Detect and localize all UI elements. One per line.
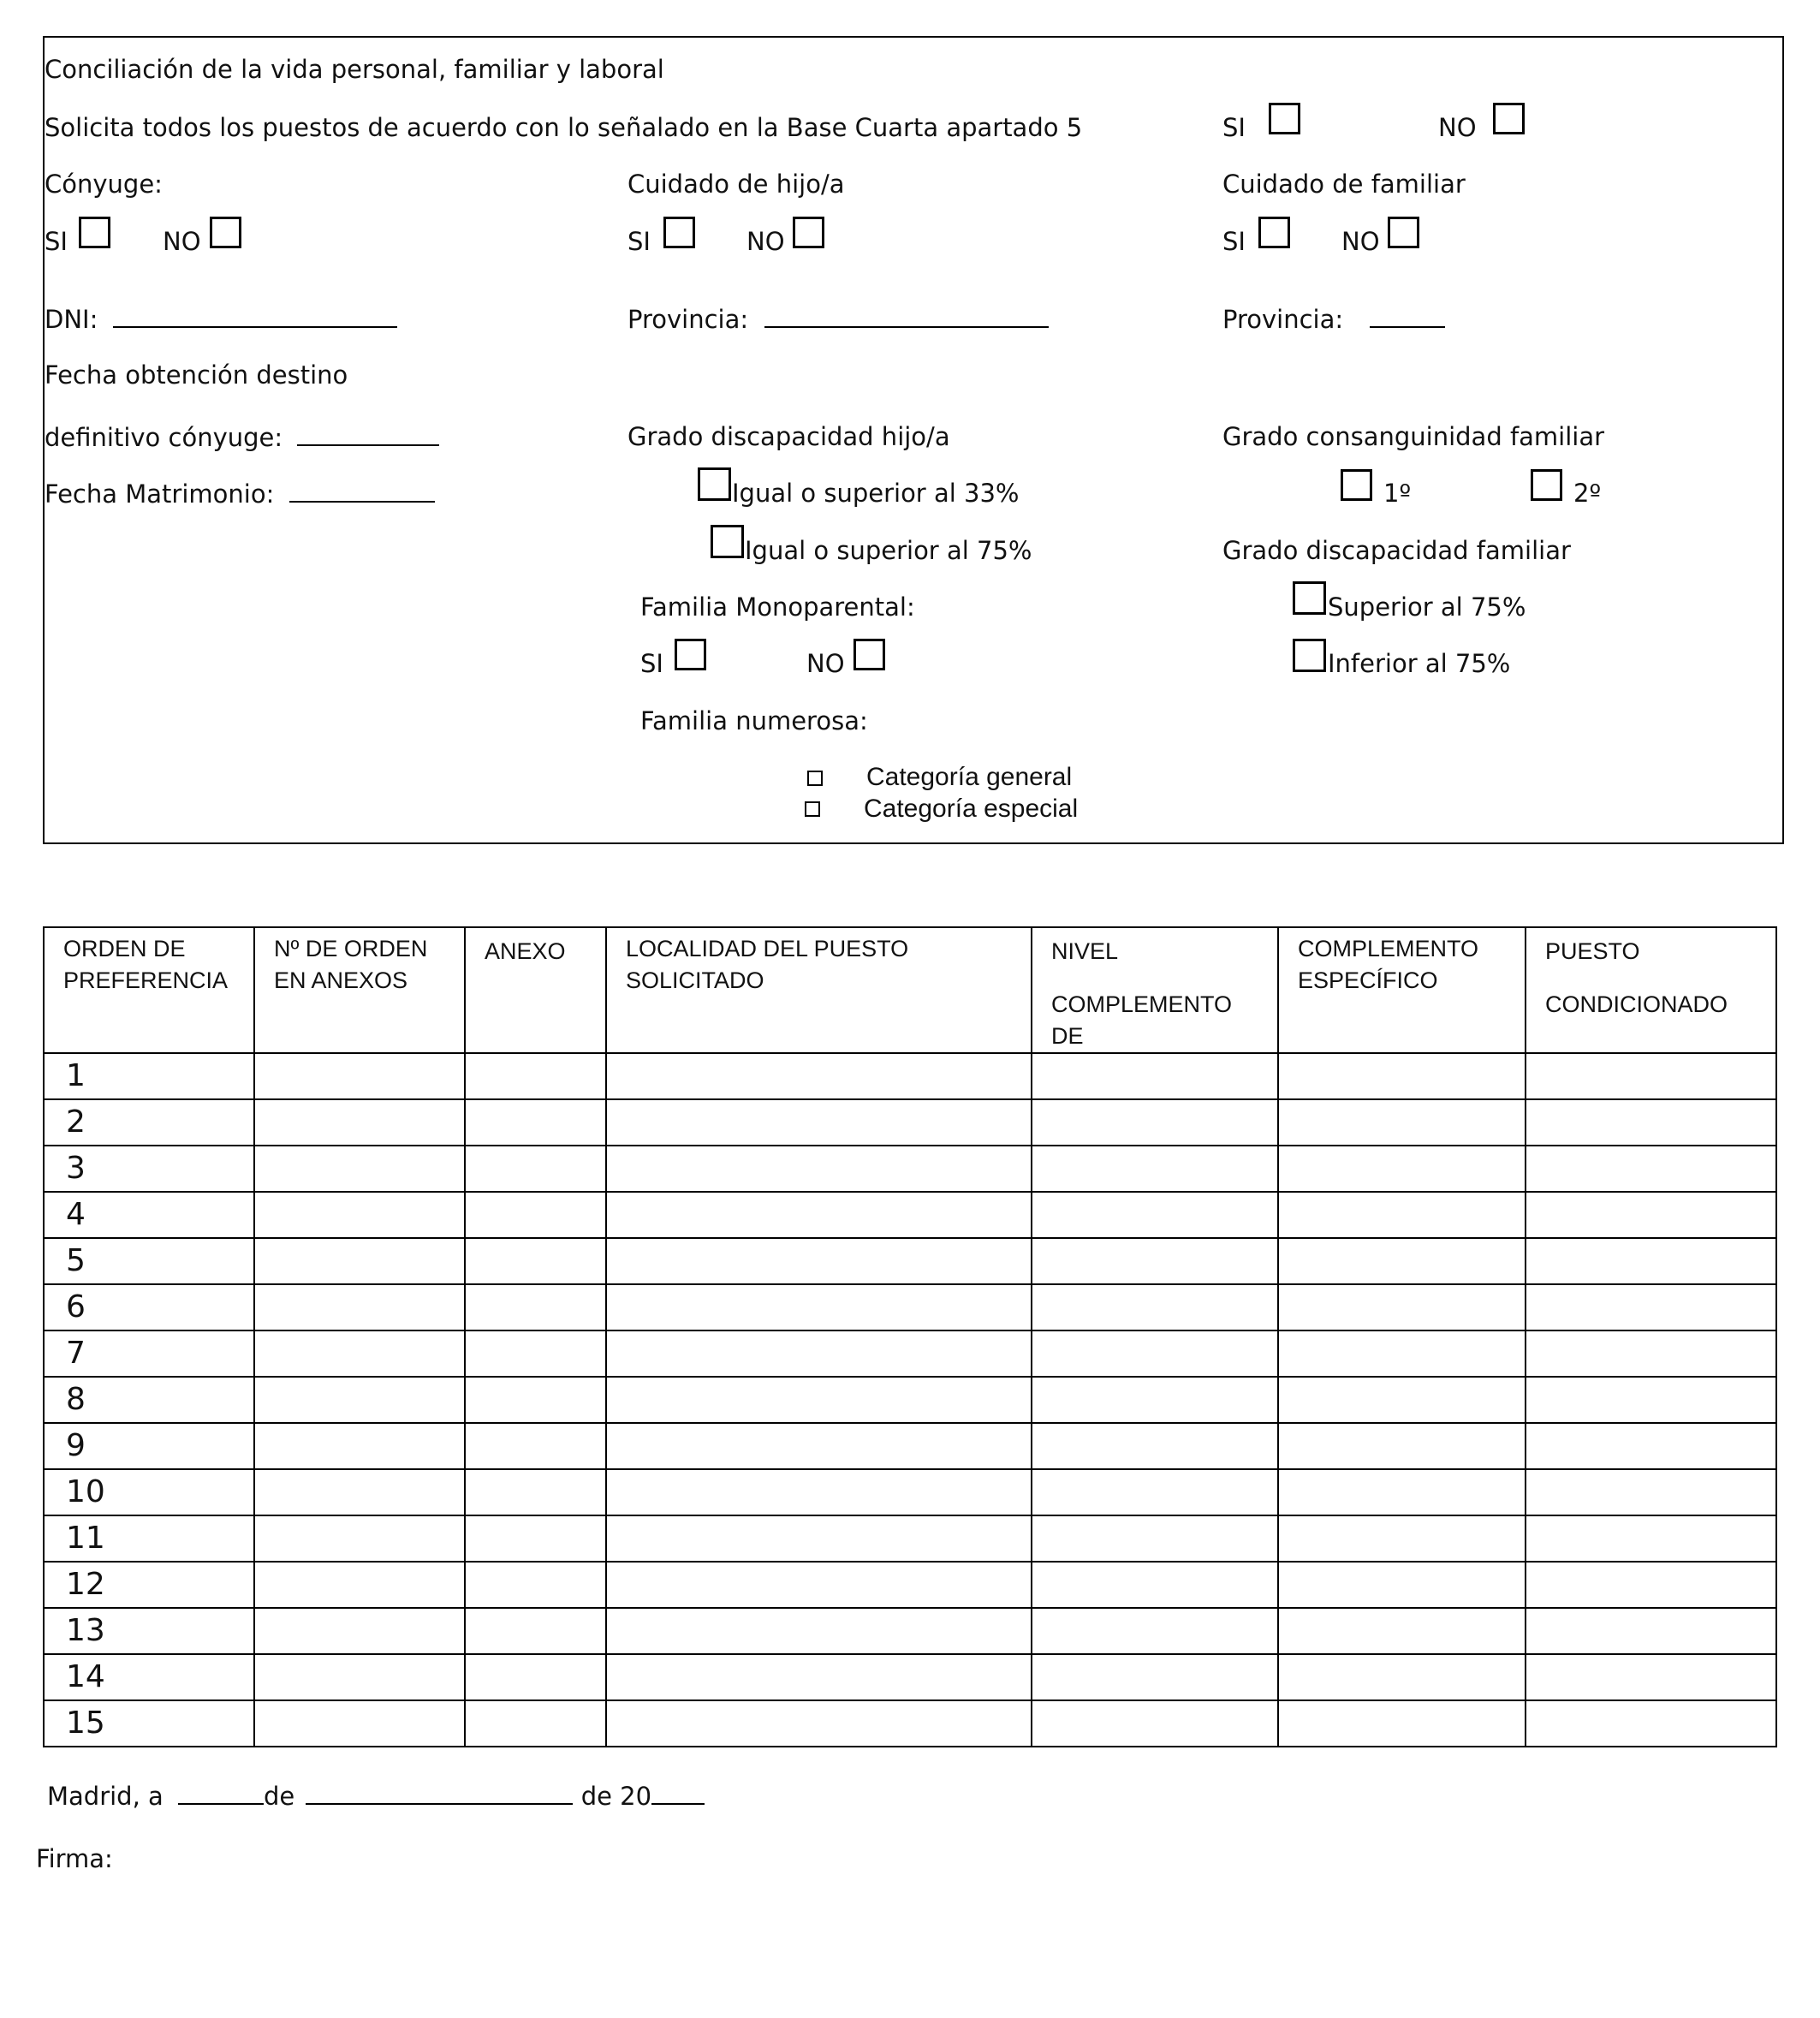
complemento-especifico-cell[interactable] <box>1278 1192 1526 1238</box>
puesto-condicionado-cell[interactable] <box>1526 1608 1776 1654</box>
numero-orden-cell[interactable] <box>254 1700 465 1747</box>
table-row <box>44 1053 1776 1099</box>
complemento-especifico-cell[interactable] <box>1278 1330 1526 1377</box>
row-number: 1 <box>44 1053 254 1099</box>
complemento-especifico-cell[interactable] <box>1278 1238 1526 1284</box>
dni-row <box>45 304 397 334</box>
localidad-cell[interactable] <box>606 1192 1032 1238</box>
anexo-cell[interactable] <box>465 1238 606 1284</box>
hijo-no-label: NO <box>746 227 785 256</box>
nivel-cell[interactable] <box>1032 1700 1278 1747</box>
header-anexo: ANEXO <box>465 927 606 1053</box>
row-number: 11 <box>44 1515 254 1562</box>
cat-general-label: Categoría general <box>866 763 1073 791</box>
numero-orden-cell[interactable] <box>254 1192 465 1238</box>
mono-no-label: NO <box>806 649 845 678</box>
de-label-2: de 20 <box>580 1782 652 1811</box>
row-number: 10 <box>44 1469 254 1515</box>
row-number: 8 <box>44 1377 254 1423</box>
fecha-destino-label-1: Fecha obtención destino <box>45 360 348 390</box>
localidad-cell[interactable] <box>606 1469 1032 1515</box>
anexo-cell[interactable] <box>465 1377 606 1423</box>
puesto-condicionado-cell[interactable] <box>1526 1654 1776 1700</box>
fecha-matrimonio-label: Fecha Matrimonio: <box>45 479 275 509</box>
conyuge-si-label: SI <box>45 227 68 256</box>
madrid-label: Madrid, a <box>47 1782 164 1811</box>
complemento-especifico-cell[interactable] <box>1278 1423 1526 1469</box>
table-header-row <box>44 927 1776 1053</box>
anexo-cell[interactable] <box>465 1562 606 1608</box>
anexo-cell[interactable] <box>465 1099 606 1146</box>
familiar-heading: Cuidado de familiar <box>1222 170 1466 199</box>
fecha-destino-input[interactable] <box>297 422 439 446</box>
localidad-cell[interactable] <box>606 1654 1032 1700</box>
firma-label: Firma: <box>36 1844 113 1873</box>
row-number: 4 <box>44 1192 254 1238</box>
numero-orden-cell[interactable] <box>254 1053 465 1099</box>
solicita-no-label: NO <box>1438 113 1477 142</box>
anexo-cell[interactable] <box>465 1146 606 1192</box>
complemento-especifico-cell[interactable] <box>1278 1377 1526 1423</box>
numero-orden-cell[interactable] <box>254 1515 465 1562</box>
complemento-especifico-cell[interactable] <box>1278 1562 1526 1608</box>
nivel-cell[interactable] <box>1032 1377 1278 1423</box>
complemento-especifico-cell[interactable] <box>1278 1469 1526 1515</box>
complemento-especifico-cell[interactable] <box>1278 1099 1526 1146</box>
solicita-no-checkbox[interactable] <box>1493 103 1525 134</box>
puesto-condicionado-cell[interactable] <box>1526 1700 1776 1747</box>
row-number: 6 <box>44 1284 254 1330</box>
solicita-si-label: SI <box>1222 113 1246 142</box>
table-row <box>44 1377 1776 1423</box>
numero-orden-cell[interactable] <box>254 1608 465 1654</box>
anexo-cell[interactable] <box>465 1469 606 1515</box>
mono-si-checkbox[interactable] <box>675 639 706 670</box>
table-row <box>44 1700 1776 1747</box>
nivel-cell[interactable] <box>1032 1192 1278 1238</box>
dni-label: DNI: <box>45 305 98 334</box>
puesto-condicionado-cell[interactable] <box>1526 1099 1776 1146</box>
familiar-superior-label: Superior al 75% <box>1328 592 1526 622</box>
row-number: 2 <box>44 1099 254 1146</box>
numero-orden-cell[interactable] <box>254 1469 465 1515</box>
grado-2-checkbox[interactable] <box>1531 469 1562 501</box>
year-input[interactable] <box>651 1781 705 1805</box>
familiar-discapacidad-label: Grado discapacidad familiar <box>1222 536 1571 565</box>
puesto-condicionado-cell[interactable] <box>1526 1192 1776 1238</box>
nivel-cell[interactable] <box>1032 1238 1278 1284</box>
localidad-cell[interactable] <box>606 1146 1032 1192</box>
day-input[interactable] <box>178 1781 264 1805</box>
complemento-especifico-cell[interactable] <box>1278 1654 1526 1700</box>
numero-orden-cell[interactable] <box>254 1330 465 1377</box>
row-number: 12 <box>44 1562 254 1608</box>
hijo-discapacidad-75-label: Igual o superior al 75% <box>745 536 1032 565</box>
hijo-provincia-label: Provincia: <box>627 305 749 334</box>
complemento-especifico-cell[interactable] <box>1278 1146 1526 1192</box>
familiar-no-checkbox[interactable] <box>1388 217 1419 248</box>
hijo-discapacidad-label: Grado discapacidad hijo/a <box>627 422 950 451</box>
conyuge-si-checkbox[interactable] <box>79 217 110 248</box>
table-row <box>44 1515 1776 1562</box>
familiar-no-label: NO <box>1341 227 1380 256</box>
numero-orden-cell[interactable] <box>254 1562 465 1608</box>
anexo-cell[interactable] <box>465 1423 606 1469</box>
localidad-cell[interactable] <box>606 1238 1032 1284</box>
row-number: 7 <box>44 1330 254 1377</box>
puesto-condicionado-cell[interactable] <box>1526 1146 1776 1192</box>
puesto-condicionado-cell[interactable] <box>1526 1284 1776 1330</box>
preferences-table <box>43 926 1777 1747</box>
familiar-provincia-row <box>1222 304 1445 334</box>
header-orden-preferencia: ORDEN DE PREFERENCIA <box>44 927 254 1053</box>
monoparental-label: Familia Monoparental: <box>640 592 915 622</box>
row-number: 13 <box>44 1608 254 1654</box>
fecha-destino-row <box>45 422 439 452</box>
puesto-condicionado-cell[interactable] <box>1526 1377 1776 1423</box>
numero-orden-cell[interactable] <box>254 1238 465 1284</box>
table-row <box>44 1192 1776 1238</box>
table-row <box>44 1469 1776 1515</box>
row-number: 9 <box>44 1423 254 1469</box>
grado-1-checkbox[interactable] <box>1341 469 1372 501</box>
anexo-cell[interactable] <box>465 1192 606 1238</box>
row-number: 15 <box>44 1700 254 1747</box>
familiar-inferior-label: Inferior al 75% <box>1328 649 1511 678</box>
numero-orden-cell[interactable] <box>254 1377 465 1423</box>
familiar-inferior-checkbox[interactable] <box>1293 639 1326 672</box>
puesto-condicionado-cell[interactable] <box>1526 1562 1776 1608</box>
puesto-condicionado-cell[interactable] <box>1526 1330 1776 1377</box>
complemento-especifico-cell[interactable] <box>1278 1284 1526 1330</box>
complemento-especifico-cell[interactable] <box>1278 1515 1526 1562</box>
familiar-si-checkbox[interactable] <box>1258 217 1290 248</box>
table-row <box>44 1423 1776 1469</box>
complemento-especifico-cell[interactable] <box>1278 1053 1526 1099</box>
month-input[interactable] <box>306 1781 573 1805</box>
complemento-especifico-cell[interactable] <box>1278 1608 1526 1654</box>
nivel-cell[interactable] <box>1032 1608 1278 1654</box>
hijo-discapacidad-33-checkbox[interactable] <box>698 467 731 501</box>
nivel-cell[interactable] <box>1032 1515 1278 1562</box>
hijo-discapacidad-75-checkbox[interactable] <box>711 525 744 558</box>
nivel-cell[interactable] <box>1032 1423 1278 1469</box>
familiar-provincia-label: Provincia: <box>1222 305 1344 334</box>
numero-orden-cell[interactable] <box>254 1423 465 1469</box>
row-number: 3 <box>44 1146 254 1192</box>
fecha-destino-label-2: definitivo cónyuge: <box>45 423 283 452</box>
mono-si-label: SI <box>640 649 663 678</box>
table-row <box>44 1099 1776 1146</box>
conyuge-heading: Cónyuge: <box>45 170 163 199</box>
puesto-condicionado-cell[interactable] <box>1526 1469 1776 1515</box>
nivel-cell[interactable] <box>1032 1562 1278 1608</box>
hijo-si-checkbox[interactable] <box>663 217 695 248</box>
localidad-cell[interactable] <box>606 1330 1032 1377</box>
anexo-cell[interactable] <box>465 1654 606 1700</box>
cat-general-checkbox[interactable] <box>807 771 823 786</box>
puesto-condicionado-cell[interactable] <box>1526 1053 1776 1099</box>
nivel-cell[interactable] <box>1032 1469 1278 1515</box>
anexo-cell[interactable] <box>465 1330 606 1377</box>
nivel-cell[interactable] <box>1032 1146 1278 1192</box>
numero-orden-cell[interactable] <box>254 1284 465 1330</box>
fecha-matrimonio-row <box>45 479 435 509</box>
fecha-matrimonio-input[interactable] <box>289 479 435 503</box>
conyuge-no-label: NO <box>163 227 201 256</box>
section-title: Conciliación de la vida personal, familiar y laboral <box>45 55 664 84</box>
localidad-cell[interactable] <box>606 1377 1032 1423</box>
hijo-provincia-input[interactable] <box>764 304 1049 328</box>
mono-no-checkbox[interactable] <box>853 639 885 670</box>
numero-orden-cell[interactable] <box>254 1146 465 1192</box>
header-complemento-especifico: COMPLEMENTO ESPECÍFICO <box>1278 927 1526 1053</box>
header-numero-orden: Nº DE ORDEN EN ANEXOS <box>254 927 465 1053</box>
table-row <box>44 1238 1776 1284</box>
localidad-cell[interactable] <box>606 1515 1032 1562</box>
nivel-cell[interactable] <box>1032 1053 1278 1099</box>
familiar-si-label: SI <box>1222 227 1246 256</box>
anexo-cell[interactable] <box>465 1053 606 1099</box>
numerosa-label: Familia numerosa: <box>640 706 868 735</box>
nivel-cell[interactable] <box>1032 1330 1278 1377</box>
hijo-heading: Cuidado de hijo/a <box>627 170 845 199</box>
puesto-condicionado-cell[interactable] <box>1526 1515 1776 1562</box>
table-row <box>44 1608 1776 1654</box>
hijo-si-label: SI <box>627 227 651 256</box>
familiar-provincia-input[interactable] <box>1370 304 1445 328</box>
localidad-cell[interactable] <box>606 1700 1032 1747</box>
localidad-cell[interactable] <box>606 1423 1032 1469</box>
familiar-superior-checkbox[interactable] <box>1293 581 1326 615</box>
anexo-cell[interactable] <box>465 1515 606 1562</box>
localidad-cell[interactable] <box>606 1562 1032 1608</box>
de-label-1: de <box>264 1782 295 1811</box>
conyuge-no-checkbox[interactable] <box>210 217 241 248</box>
puesto-condicionado-cell[interactable] <box>1526 1238 1776 1284</box>
localidad-cell[interactable] <box>606 1099 1032 1146</box>
dni-input[interactable] <box>113 304 397 328</box>
row-number: 14 <box>44 1654 254 1700</box>
localidad-cell[interactable] <box>606 1608 1032 1654</box>
cat-especial-checkbox[interactable] <box>805 801 820 817</box>
anexo-cell[interactable] <box>465 1608 606 1654</box>
header-nivel: NIVEL COMPLEMENTO DE <box>1032 927 1278 1053</box>
table-row <box>44 1654 1776 1700</box>
cat-especial-label: Categoría especial <box>864 795 1079 823</box>
grado-1-label: 1º <box>1383 479 1412 508</box>
table-row <box>44 1146 1776 1192</box>
localidad-cell[interactable] <box>606 1284 1032 1330</box>
grado-2-label: 2º <box>1573 479 1602 508</box>
table-row <box>44 1330 1776 1377</box>
solicita-label: Solicita todos los puestos de acuerdo con lo señalado en la Base Cuarta apartado 5 <box>45 113 1083 142</box>
anexo-cell[interactable] <box>465 1284 606 1330</box>
nivel-cell[interactable] <box>1032 1099 1278 1146</box>
row-number: 5 <box>44 1238 254 1284</box>
hijo-provincia-row <box>627 304 1049 334</box>
table-row <box>44 1284 1776 1330</box>
nivel-cell[interactable] <box>1032 1284 1278 1330</box>
hijo-no-checkbox[interactable] <box>793 217 824 248</box>
header-puesto-condicionado: PUESTO CONDICIONADO <box>1526 927 1776 1053</box>
consanguinidad-label: Grado consanguinidad familiar <box>1222 422 1605 451</box>
localidad-cell[interactable] <box>606 1053 1032 1099</box>
numero-orden-cell[interactable] <box>254 1654 465 1700</box>
puesto-condicionado-cell[interactable] <box>1526 1423 1776 1469</box>
numero-orden-cell[interactable] <box>254 1099 465 1146</box>
hijo-discapacidad-33-label: Igual o superior al 33% <box>732 479 1020 508</box>
complemento-especifico-cell[interactable] <box>1278 1700 1526 1747</box>
solicita-si-checkbox[interactable] <box>1269 103 1300 134</box>
nivel-cell[interactable] <box>1032 1654 1278 1700</box>
table-row <box>44 1562 1776 1608</box>
madrid-date-row <box>47 1781 705 1811</box>
header-localidad: LOCALIDAD DEL PUESTO SOLICITADO <box>606 927 1032 1053</box>
anexo-cell[interactable] <box>465 1700 606 1747</box>
